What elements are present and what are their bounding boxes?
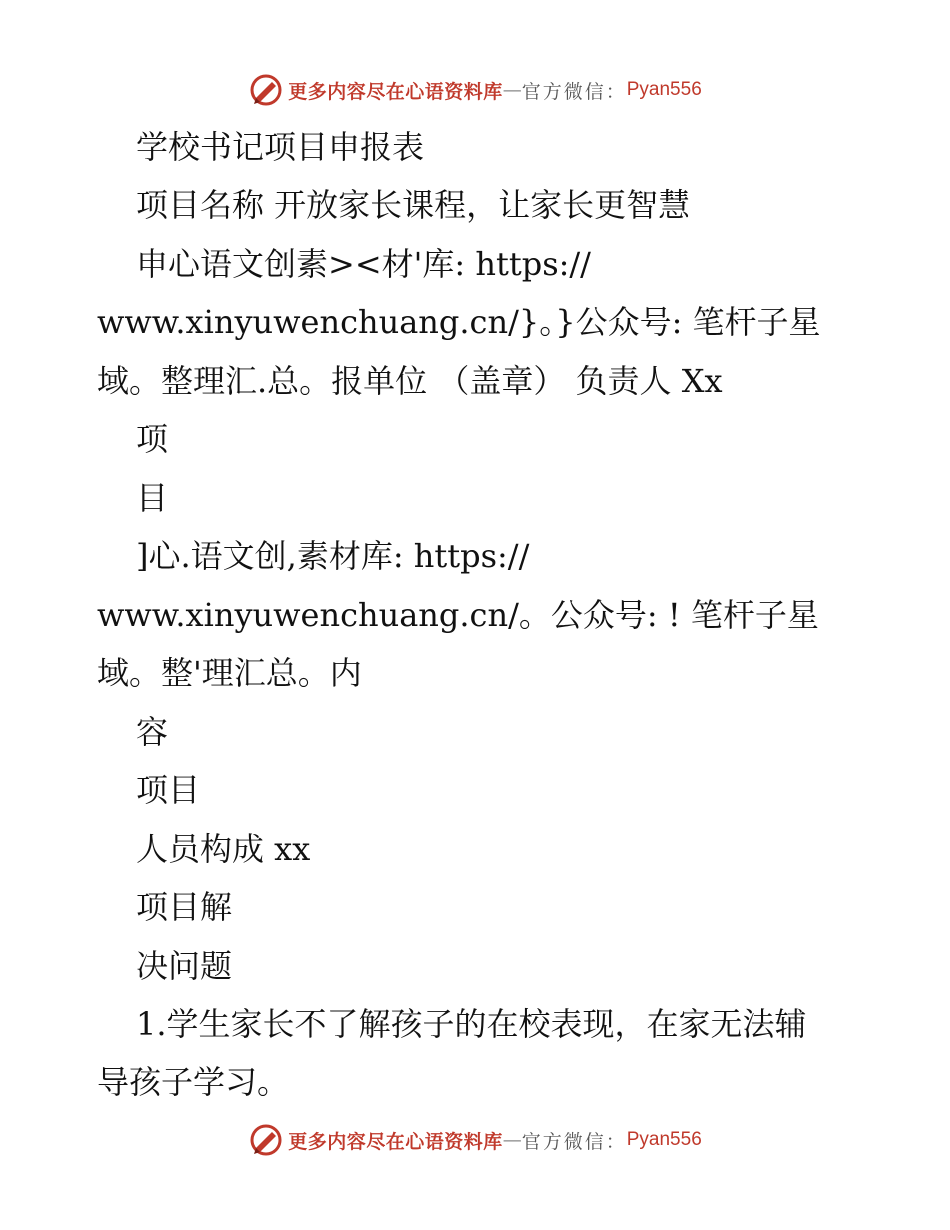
pen-logo-icon <box>248 1122 284 1158</box>
doc-line: 项目名称 开放家长课程，让家长更智慧 <box>136 186 691 224</box>
banner-sub-text: 官方微信： <box>521 80 627 103</box>
banner-dash: — <box>502 1129 522 1151</box>
doc-title: 学校书记项目申报表 <box>136 128 425 166</box>
doc-line: 1.学生家长不了解孩子的在校表现，在家无法辅 <box>136 1005 807 1043</box>
banner-sub-text: 官方微信： <box>521 1130 627 1153</box>
footer-banner <box>0 1120 950 1160</box>
banner-main-text: 更多内容尽在心语资料库 <box>288 80 503 103</box>
doc-line: 项 <box>136 420 169 458</box>
doc-line: www.xinyuwenchuang.cn/。公众号: ! 笔杆子星 <box>97 596 819 634</box>
doc-line: 域。整理汇.总。报单位 （盖章） 负责人 Xx <box>97 362 723 400</box>
doc-line: 申心语文创素><材'库: https:// <box>136 245 591 283</box>
banner-wechat-id: Pyan556 <box>626 1129 702 1150</box>
doc-line: 人员构成 xx <box>136 830 311 868</box>
doc-line: www.xinyuwenchuang.cn/}。}公众号: 笔杆子星 <box>97 303 821 341</box>
doc-line: 域。整'理汇总。内 <box>97 654 362 692</box>
banner-wechat-id: Pyan556 <box>626 79 702 100</box>
doc-line: 项目解 <box>136 888 233 926</box>
doc-line: 项目 <box>136 771 201 809</box>
doc-line: 导孩子学习。 <box>97 1063 290 1101</box>
banner-dash: — <box>502 79 522 101</box>
doc-line: 容 <box>136 713 169 751</box>
doc-line: 目 <box>136 479 169 517</box>
doc-line: 决问题 <box>136 947 233 985</box>
pen-logo-icon <box>248 72 284 108</box>
header-banner <box>0 70 950 110</box>
doc-line: ]心.语文创,素材库: https:// <box>136 537 530 575</box>
banner-main-text: 更多内容尽在心语资料库 <box>288 1130 503 1153</box>
